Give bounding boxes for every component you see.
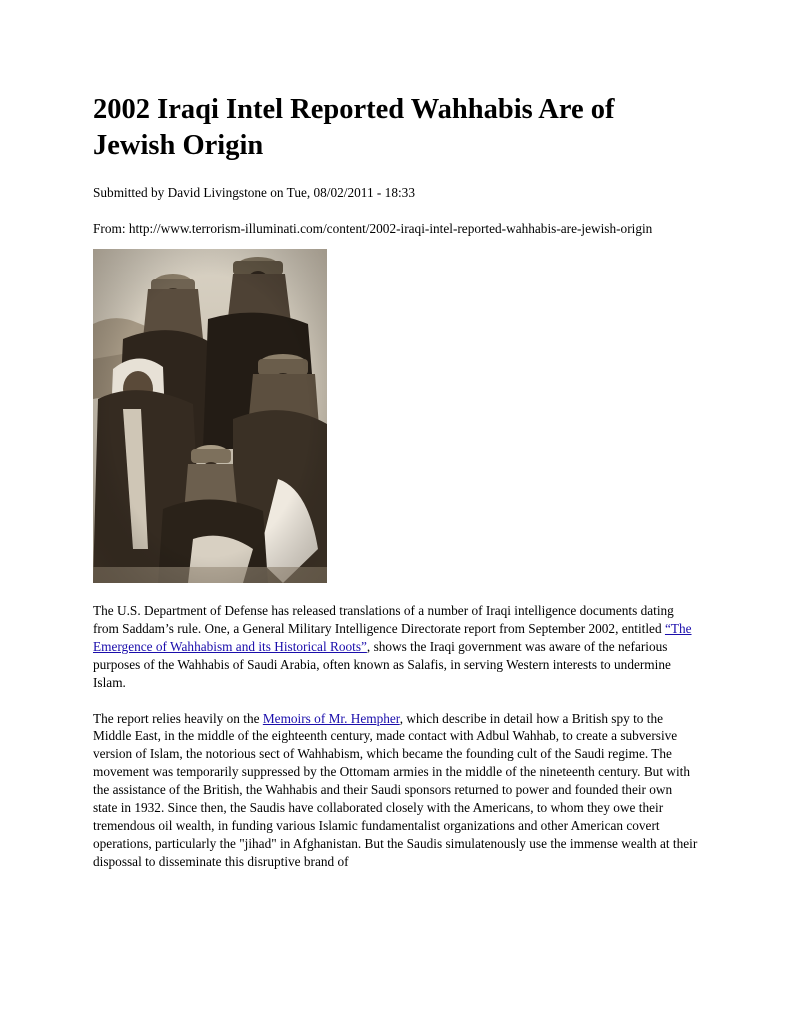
submitted-line: Submitted by David Livingstone on Tue, 08/02/2011 - 18:33 <box>93 185 415 200</box>
paragraph-1 <box>93 602 699 692</box>
paragraph-2-text-after: , which describe in detail how a British spy to the Middle East, in the middle of the eighteenth century, made contact with Adbul Wahhab, to create a subversive version of Islam, the notorious sect of Wahhabism, which became the founding cult of the Saudi regime. The movement was temporarily suppressed by the Ottomam armies in the middle of the nineteenth century. But with the assistance of the British, the Wahhabis and their Saudi sponsors returned to power and founded their own state in 1932. Since then, the Saudis have collaborated closely with the Americans, to whom they owe their tremendous oil wealth, in funding various Islamic fundamentalist organizations and other American covert operations, particularly the "jihad" in Afghanistan. But the Saudis simulatenously use the immense wealth at their dispossal to disseminate this disruptive brand of <box>93 710 698 869</box>
memoirs-of-hempher-link[interactable]: Memoirs of Mr. Hempher <box>262 710 400 726</box>
source-url: http://www.terrorism-illuminati.com/content/2002-iraqi-intel-reported-wahhabis-are-jewish-origin <box>128 221 653 236</box>
historical-photo <box>93 249 327 583</box>
article <box>93 92 699 871</box>
article-title: 2002 Iraqi Intel Reported Wahhabis Are of Jewish Origin <box>93 94 615 161</box>
paragraph-1-text-after: , shows the Iraqi government was aware of the nefarious purposes of the Wahhabis of Saudi Arabia, often known as Salafis, in serving Western interests to undermine Islam. <box>93 638 671 690</box>
emergence-of-wahhabism-link[interactable]: “The Emergence of Wahhabism and its Historical Roots” <box>93 620 692 654</box>
paragraph-2-text-before: The report relies heavily on the <box>93 710 263 726</box>
source-label: From: <box>93 221 129 236</box>
paragraph-1-text-before: The U.S. Department of Defense has released translations of a number of Iraqi intelligence documents dating from Saddam’s rule. One, a General Military Intelligence Directorate report from September 2002, entitled <box>93 603 674 636</box>
source-line <box>93 220 699 237</box>
paragraph-2 <box>93 710 699 871</box>
